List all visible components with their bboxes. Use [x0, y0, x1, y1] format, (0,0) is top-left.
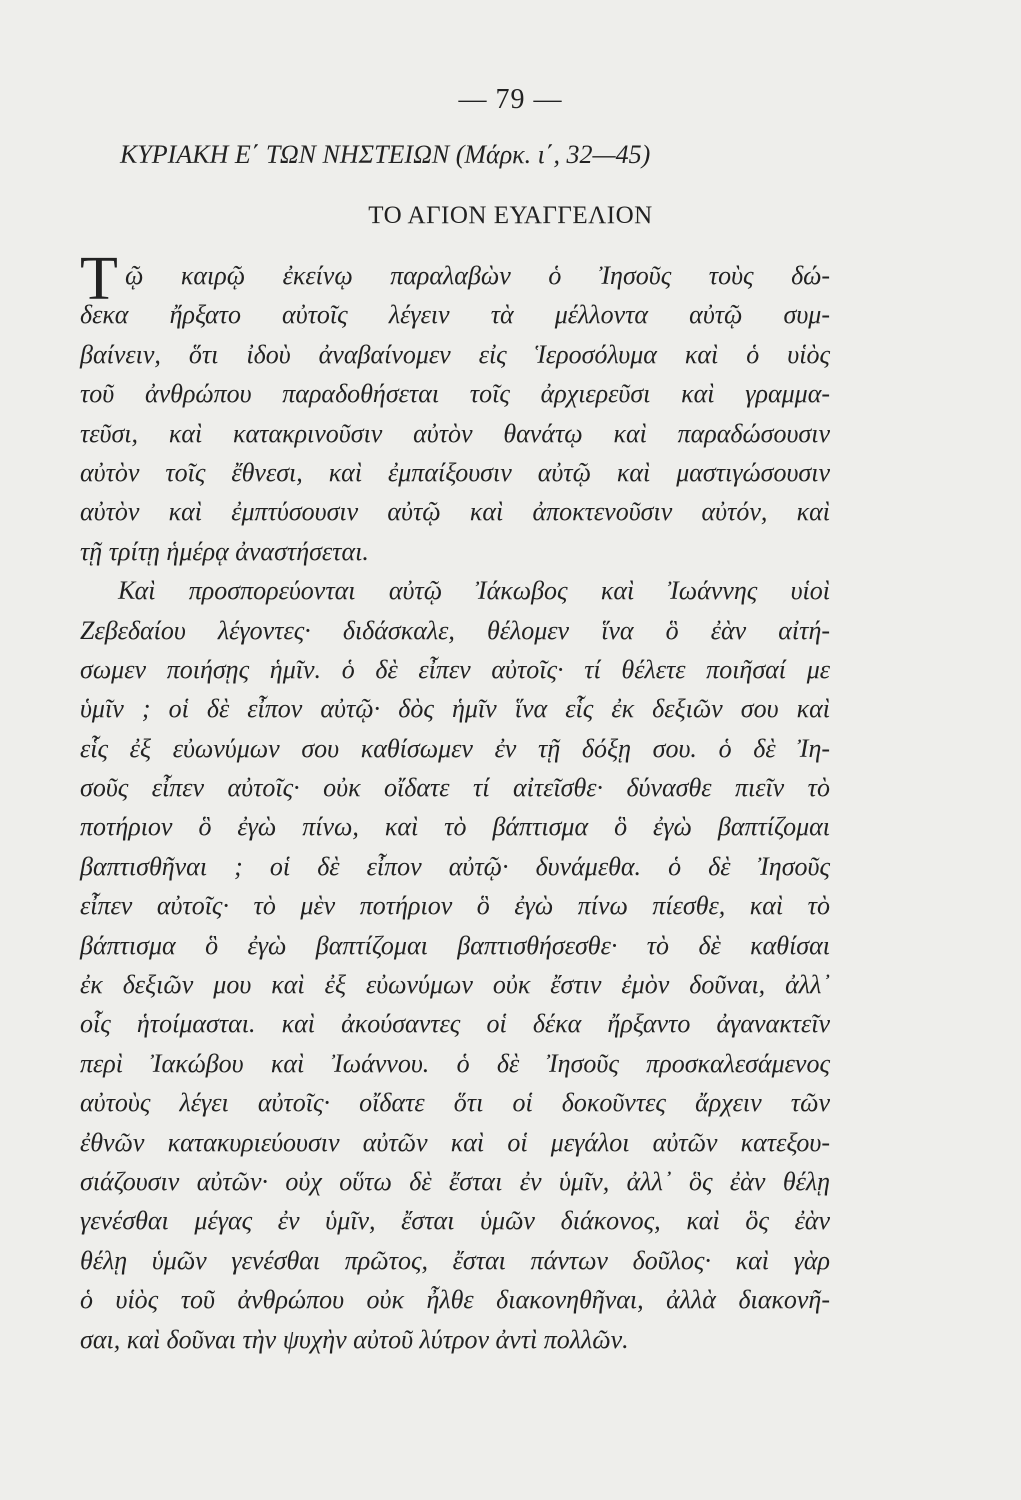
text-line: οἷς ἡτοίμασται. καὶ ἀκούσαντες οἱ δέκα ἤρξαντο ἀγανακτεῖν — [80, 1009, 830, 1039]
text-line: εἷς ἐξ εὐωνύμων σου καθίσωμεν ἐν τῇ δόξῃ σου. ὁ δὲ Ἰη- — [80, 733, 830, 763]
text-line: σοῦς εἶπεν αὐτοῖς· οὐκ οἴδατε τί αἰτεῖσθε· δύνασθε πιεῖν τὸ — [80, 773, 830, 803]
text-line: βάπτισμα ὃ ἐγὼ βαπτίζομαι βαπτισθήσεσθε· τὸ δὲ καθίσαι — [80, 930, 830, 960]
text-line: Καὶ προσπορεύονται αὐτῷ Ἰάκωβος καὶ Ἰωάννης υἱοὶ — [118, 576, 830, 606]
text-line: ἐκ δεξιῶν μου καὶ ἐξ εὐωνύμων οὐκ ἔστιν ἐμὸν δοῦναι, ἀλλ᾽ — [80, 970, 830, 1000]
text-line: θέλῃ ὑμῶν γενέσθαι πρῶτος, ἔσται πάντων δοῦλος· καὶ γὰρ — [80, 1245, 830, 1275]
text-line: Ζεβεδαίου λέγοντες· διδάσκαλε, θέλομεν ἵνα ὃ ἐὰν αἰτή- — [80, 615, 830, 645]
text-line: ὁ υἱὸς τοῦ ἀνθρώπου οὐκ ἦλθε διακονηθῆναι, ἀλλὰ διακονῆ- — [80, 1285, 830, 1315]
text-line: αὐτὸν τοῖς ἔθνεσι, καὶ ἐμπαίξουσιν αὐτῷ καὶ μαστιγώσουσιν — [80, 457, 830, 487]
text-line: σωμεν ποιήσῃς ἡμῖν. ὁ δὲ εἶπεν αὐτοῖς· τί θέλετε ποιῆσαί με — [80, 654, 830, 684]
text-line: τεῦσι, καὶ κατακρινοῦσιν αὐτὸν θανάτῳ καὶ παραδώσουσιν — [80, 418, 830, 448]
text-line: αὐτοὺς λέγει αὐτοῖς· οἴδατε ὅτι οἱ δοκοῦντες ἄρχειν τῶν — [80, 1088, 830, 1118]
text-line: τῇ τρίτῃ ἡμέρᾳ ἀναστήσεται. — [80, 536, 369, 566]
text-line: αὐτὸν καὶ ἐμπτύσουσιν αὐτῷ καὶ ἀποκτενοῦσιν αὐτόν, καὶ — [80, 497, 830, 527]
running-title: ΚΥΡΙΑΚΗ Ε΄ ΤΩΝ ΝΗΣΤΕΙΩΝ (Μάρκ. ι΄, 32—45) — [120, 140, 651, 169]
page-number: — 79 — — [458, 84, 563, 115]
gospel-text — [80, 245, 830, 1359]
text-line: ὑμῖν ; οἱ δὲ εἶπον αὐτῷ· δὸς ἡμῖν ἵνα εἷς ἐκ δεξιῶν σου καὶ — [80, 694, 830, 724]
text-line: ῷ καιρῷ ἐκείνῳ παραλαβὼν ὁ Ἰησοῦς τοὺς δώ- — [125, 261, 830, 290]
text-line: γενέσθαι μέγας ἐν ὑμῖν, ἔσται ὑμῶν διάκονος, καὶ ὃς ἐὰν — [80, 1206, 830, 1236]
text-line: ἐθνῶν κατακυριεύουσιν αὐτῶν καὶ οἱ μεγάλοι αὐτῶν κατεξου- — [80, 1127, 830, 1157]
text-line: ποτήριον ὃ ἐγὼ πίνω, καὶ τὸ βάπτισμα ὃ ἐγὼ βαπτίζομαι — [80, 812, 830, 842]
text-line: σιάζουσιν αὐτῶν· οὐχ οὕτω δὲ ἔσται ἐν ὑμῖν, ἀλλ᾽ ὃς ἐὰν θέλῃ — [80, 1166, 830, 1196]
text-line: σαι, καὶ δοῦναι τὴν ψυχὴν αὐτοῦ λύτρον ἀντὶ πολλῶν. — [80, 1324, 629, 1354]
drop-cap: Τ — [80, 245, 118, 313]
text-line: περὶ Ἰακώβου καὶ Ἰωάννου. ὁ δὲ Ἰησοῦς προσκαλεσάμενος — [80, 1048, 830, 1078]
section-title: ΤΟ ΑΓΙΟΝ ΕΥΑΓΓΕΛΙΟΝ — [368, 202, 653, 229]
text-line: βαπτισθῆναι ; οἱ δὲ εἶπον αὐτῷ· δυνάμεθα. ὁ δὲ Ἰησοῦς — [80, 851, 830, 881]
text-line: εἶπεν αὐτοῖς· τὸ μὲν ποτήριον ὃ ἐγὼ πίνω πίεσθε, καὶ τὸ — [80, 891, 830, 921]
text-line: βαίνειν, ὅτι ἰδοὺ ἀναβαίνομεν εἰς Ἱεροσόλυμα καὶ ὁ υἱὸς — [80, 339, 830, 369]
text-line: τοῦ ἀνθρώπου παραδοθήσεται τοῖς ἀρχιερεῦσι καὶ γραμμα- — [80, 379, 830, 409]
text-line: δεκα ἤρξατο αὐτοῖς λέγειν τὰ μέλλοντα αὐτῷ συμ- — [80, 300, 830, 330]
